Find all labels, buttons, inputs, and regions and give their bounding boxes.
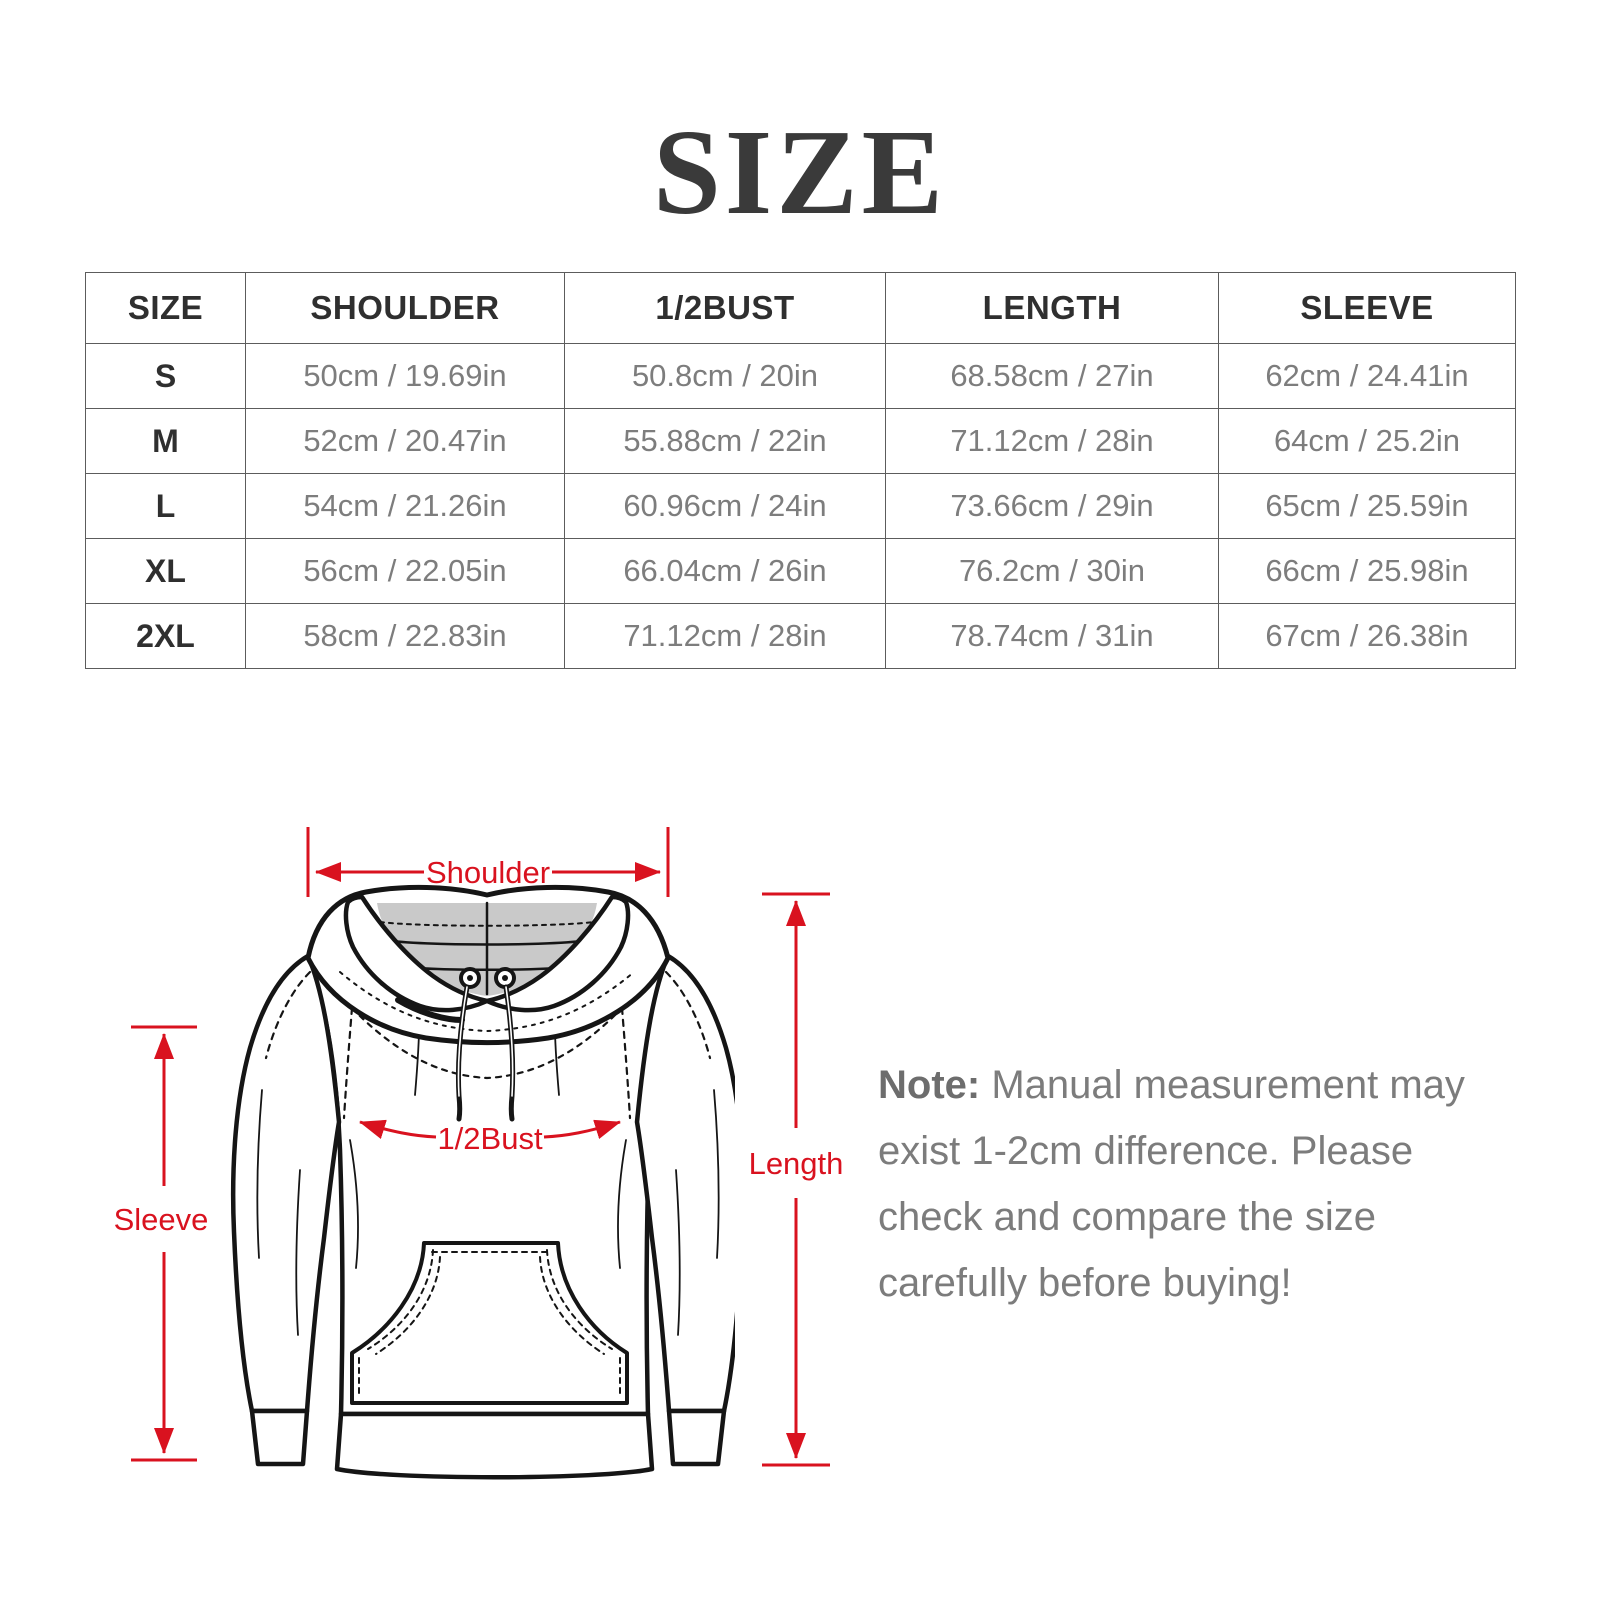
bust-label: 1/2Bust — [437, 1121, 543, 1156]
shoulder-cell: 50cm / 19.69in — [246, 344, 565, 409]
shoulder-cell: 58cm / 22.83in — [246, 604, 565, 669]
bust-cell: 50.8cm / 20in — [565, 344, 886, 409]
length-cell: 68.58cm / 27in — [886, 344, 1219, 409]
sleeve-cell: 62cm / 24.41in — [1219, 344, 1516, 409]
col-header-length: LENGTH — [886, 273, 1219, 344]
col-header-sleeve: SLEEVE — [1219, 273, 1516, 344]
size-cell: M — [86, 409, 246, 474]
length-label: Length — [748, 1146, 844, 1181]
bust-cell: 60.96cm / 24in — [565, 474, 886, 539]
note-line: check and compare the size — [878, 1195, 1377, 1239]
table-row — [86, 409, 1516, 474]
sleeve-dimension-arrow — [131, 1027, 197, 1460]
size-cell: L — [86, 474, 246, 539]
sleeve-cell: 65cm / 25.59in — [1219, 474, 1516, 539]
bust-cell: 71.12cm / 28in — [565, 604, 886, 669]
size-cell: XL — [86, 539, 246, 604]
shoulder-cell: 52cm / 20.47in — [246, 409, 565, 474]
bust-cell: 55.88cm / 22in — [565, 409, 886, 474]
length-cell: 76.2cm / 30in — [886, 539, 1219, 604]
shoulder-cell: 56cm / 22.05in — [246, 539, 565, 604]
bust-cell: 66.04cm / 26in — [565, 539, 886, 604]
page-title: SIZE — [652, 105, 948, 240]
note-line: exist 1-2cm difference. Please — [878, 1129, 1414, 1173]
hem-band — [337, 1414, 652, 1477]
left-sleeve — [233, 956, 339, 1411]
col-header-size: SIZE — [86, 273, 246, 344]
note-line: carefully before buying! — [878, 1261, 1292, 1305]
size-cell: 2XL — [86, 604, 246, 669]
note-text — [878, 1052, 1488, 1316]
size-cell: S — [86, 344, 246, 409]
table-row — [86, 604, 1516, 669]
col-header-shoulder: SHOULDER — [246, 273, 565, 344]
sleeve-label: Sleeve — [113, 1202, 209, 1237]
left-cuff — [252, 1411, 307, 1464]
length-cell: 78.74cm / 31in — [886, 604, 1219, 669]
right-sleeve — [637, 956, 735, 1411]
table-row — [86, 539, 1516, 604]
note-label: Note: — [878, 1063, 981, 1107]
size-table — [85, 272, 1516, 669]
sleeve-cell: 67cm / 26.38in — [1219, 604, 1516, 669]
hoodie-line-drawing — [215, 880, 735, 1510]
note-line: Manual measurement may — [991, 1063, 1465, 1107]
shoulder-cell: 54cm / 21.26in — [246, 474, 565, 539]
length-cell: 73.66cm / 29in — [886, 474, 1219, 539]
shoulder-label: Shoulder — [425, 855, 551, 890]
col-header-bust: 1/2BUST — [565, 273, 886, 344]
length-dimension-arrow — [762, 894, 830, 1465]
sleeve-cell: 64cm / 25.2in — [1219, 409, 1516, 474]
right-cuff — [669, 1411, 724, 1464]
length-cell: 71.12cm / 28in — [886, 409, 1219, 474]
sleeve-cell: 66cm / 25.98in — [1219, 539, 1516, 604]
table-row — [86, 344, 1516, 409]
table-row — [86, 474, 1516, 539]
table-header-row — [86, 273, 1516, 344]
